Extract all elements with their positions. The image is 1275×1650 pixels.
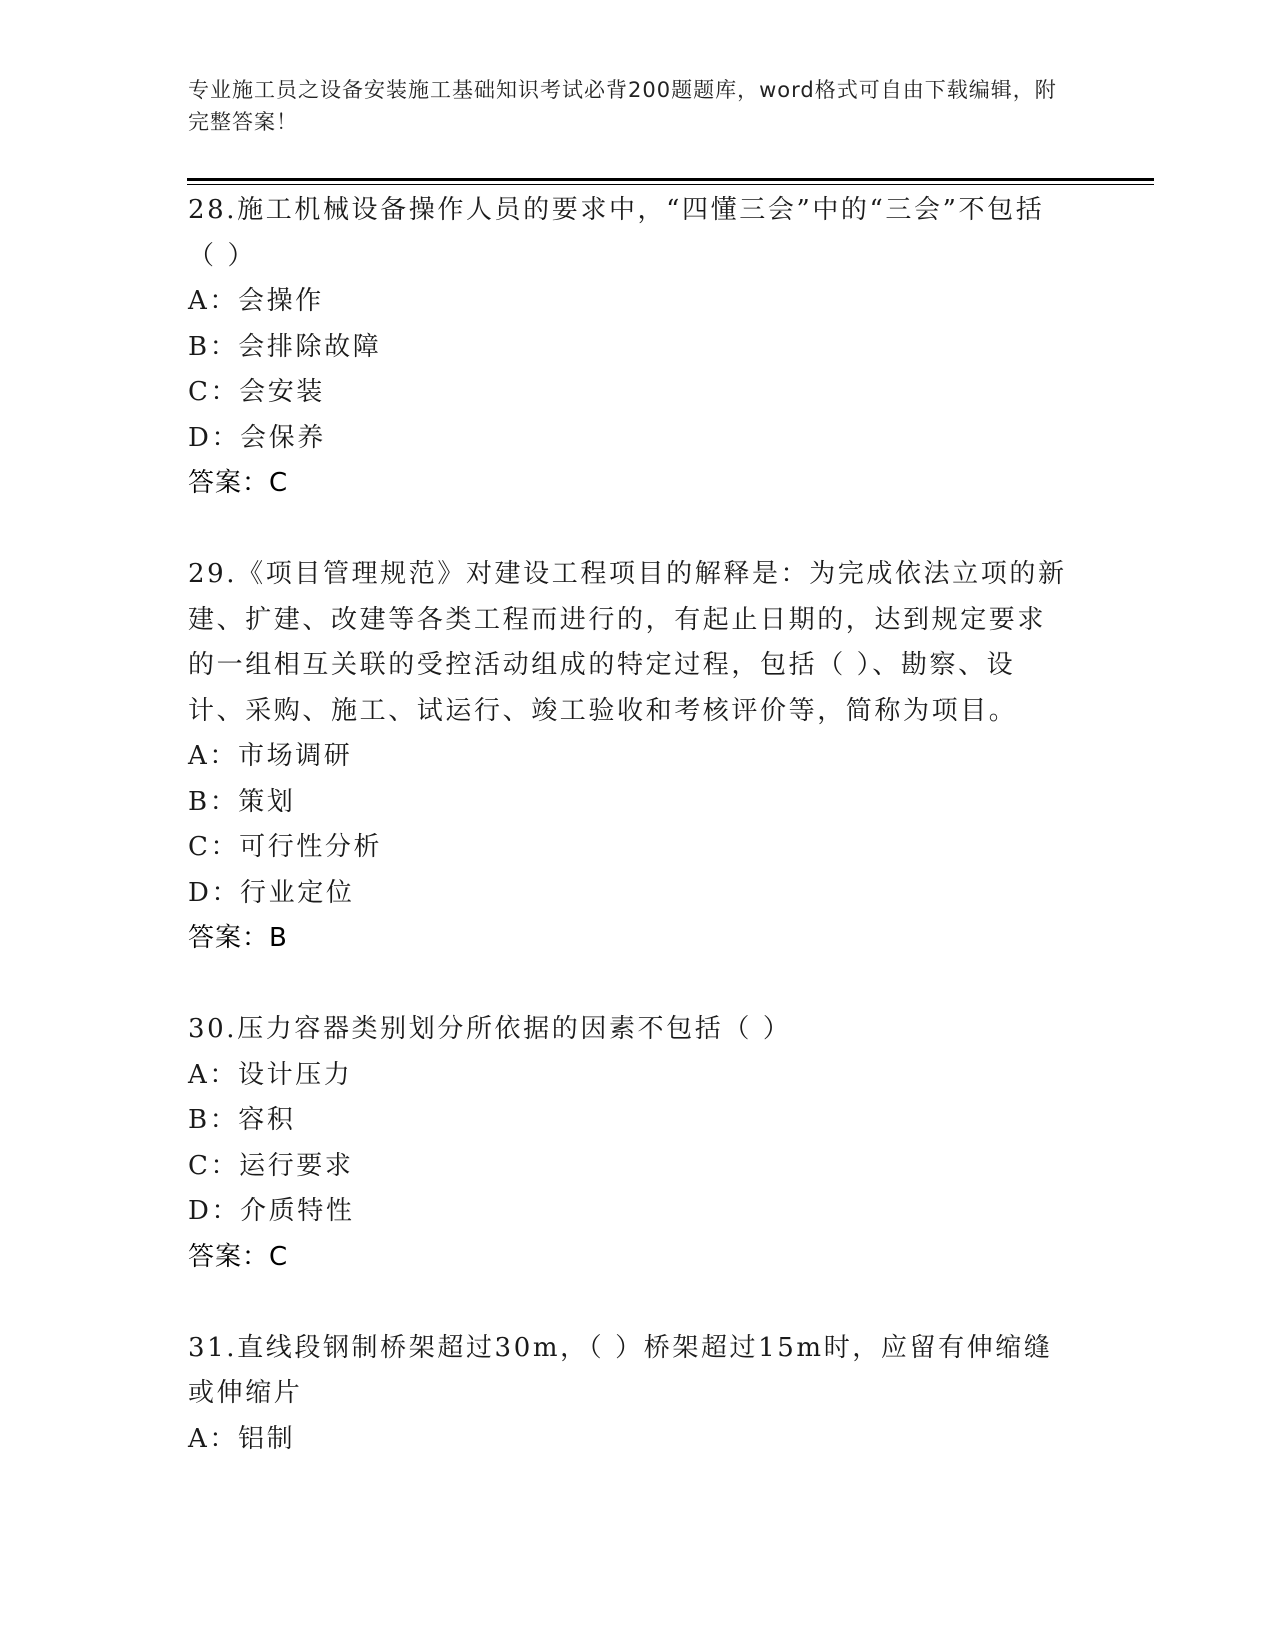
question-stem: 30.压力容器类别划分所依据的因素不包括（ ） [188, 1014, 792, 1044]
answer-text: 答案：C [188, 1241, 289, 1272]
option-c: C：运行要求 [188, 1150, 354, 1181]
question-29 [188, 552, 1088, 962]
option-d: D：行业定位 [188, 877, 355, 908]
option-d: D：会保养 [188, 422, 326, 453]
question-list [188, 188, 1088, 1462]
question-stem: 31.直线段钢制桥架超过30m，（ ）桥架超过15m时，应留有伸缩缝或伸缩片 [188, 1332, 1053, 1408]
question-31 [188, 1326, 1088, 1463]
question-stem: 28.施工机械设备操作人员的要求中，“四懂三会”中的“三会”不包括（ ） [188, 195, 1045, 271]
option-b: B：策划 [188, 786, 296, 817]
option-c: C：可行性分析 [188, 832, 383, 862]
option-c: C：会安装 [188, 377, 325, 407]
header-divider-thin [187, 184, 1154, 185]
option-a: A：设计压力 [188, 1059, 353, 1090]
option-a: A：会操作 [188, 286, 324, 316]
spacer [188, 1280, 1088, 1326]
answer-text: 答案：C [188, 468, 289, 498]
option-a: A：铝制 [188, 1423, 296, 1454]
option-d: D：介质特性 [188, 1196, 355, 1226]
spacer [188, 962, 1088, 1008]
spacer [188, 507, 1088, 553]
header-divider-thick [187, 178, 1154, 181]
question-28 [188, 188, 1088, 507]
header-title: 专业施工员之设备安装施工基础知识考试必背200题题库，word格式可自由下载编辑，附完整答案！ [188, 78, 1057, 134]
question-30 [188, 1007, 1088, 1280]
question-stem: 29.《项目管理规范》对建设工程项目的解释是：为完成依法立项的新建、扩建、改建等各类工程而进行的，有起止日期的，达到规定要求的一组相互关联的受控活动组成的特定过程，包括（ ）、勘察、设计、采购、施工、试运行、竣工验收和考核评价等，简称为项目。 [188, 559, 1067, 726]
option-a: A：市场调研 [188, 741, 353, 771]
option-b: B：会排除故障 [188, 331, 382, 362]
document-header [188, 74, 1068, 138]
answer-text: 答案：B [188, 923, 288, 953]
option-b: B：容积 [188, 1105, 296, 1135]
